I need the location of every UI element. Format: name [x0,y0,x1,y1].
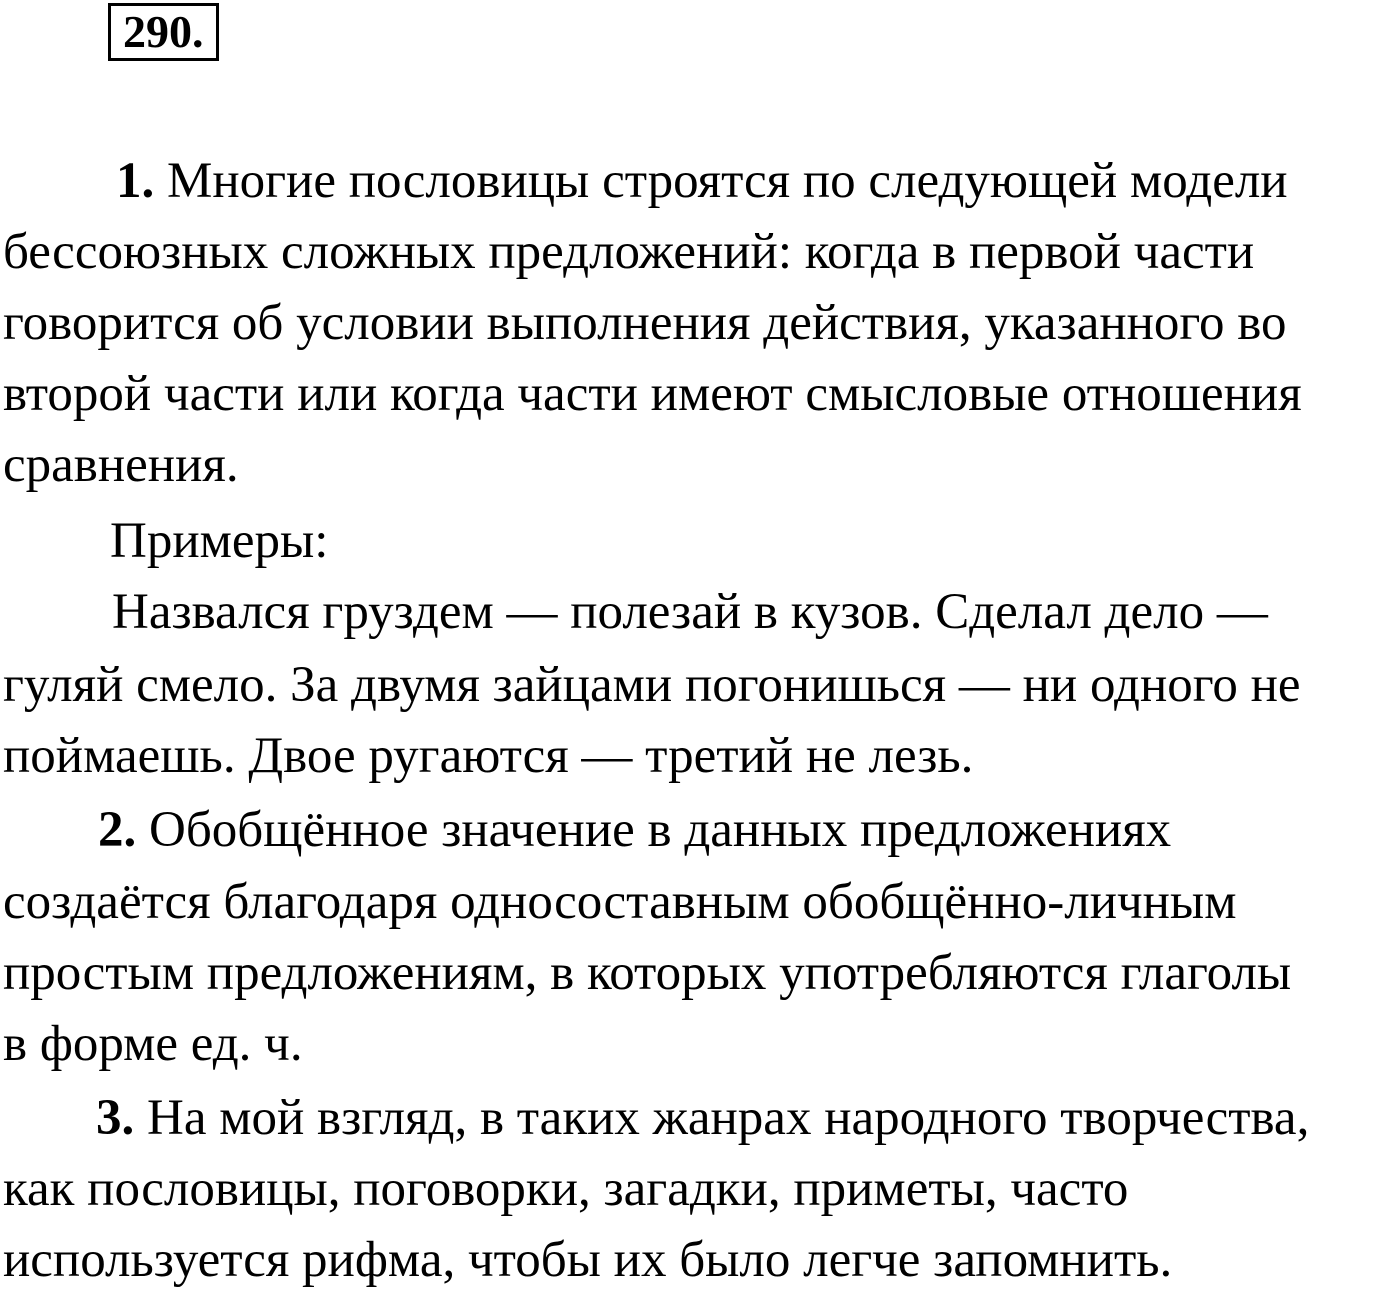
examples-line-2: гуляй смело. За двумя зайцами погонишься — ни одного не [3,657,1301,713]
item3-number: 3. [96,1090,135,1146]
item3-line-3: используется рифма, чтобы их было легче запомнить. [3,1232,1173,1288]
item2-number: 2. [98,802,137,858]
item3-line-2: как пословицы, поговорки, загадки, приметы, часто [3,1161,1129,1217]
item1-line-4: второй части или когда части имеют смысловые отношения [3,366,1302,422]
item2-line-2: создаётся благодаря односоставным обобщённо-личным [3,874,1237,930]
task-number: 290. [123,6,204,57]
item3-text-line: На мой взгляд, в таких жанрах народного творчества, [147,1090,1310,1146]
item1-line-1 [116,146,1400,217]
item1-line-2: бессоюзных сложных предложений: когда в первой части [3,224,1255,280]
item2-line-1 [98,795,1400,866]
item2-line-4: в форме ед. ч. [3,1016,303,1072]
item2-text-line: Обобщённое значение в данных предложениях [149,802,1172,858]
examples-line-3: поймаешь. Двое ругаются — третий не лезь. [3,728,974,784]
examples-heading: Примеры: [110,513,329,569]
item1-line-5: сравнения. [3,437,239,493]
item1-text-line: Многие пословицы строятся по следующей модели [167,153,1288,209]
task-number-box [108,3,219,61]
examples-line-1: Назвался груздем — полезай в кузов. Сделал дело — [112,584,1268,640]
item1-line-3: говорится об условии выполнения действия, указанного во [3,295,1287,351]
item3-line-1 [96,1083,1400,1154]
item2-line-3: простым предложениям, в которых употребляются глаголы [3,945,1292,1001]
item1-number: 1. [116,153,155,209]
